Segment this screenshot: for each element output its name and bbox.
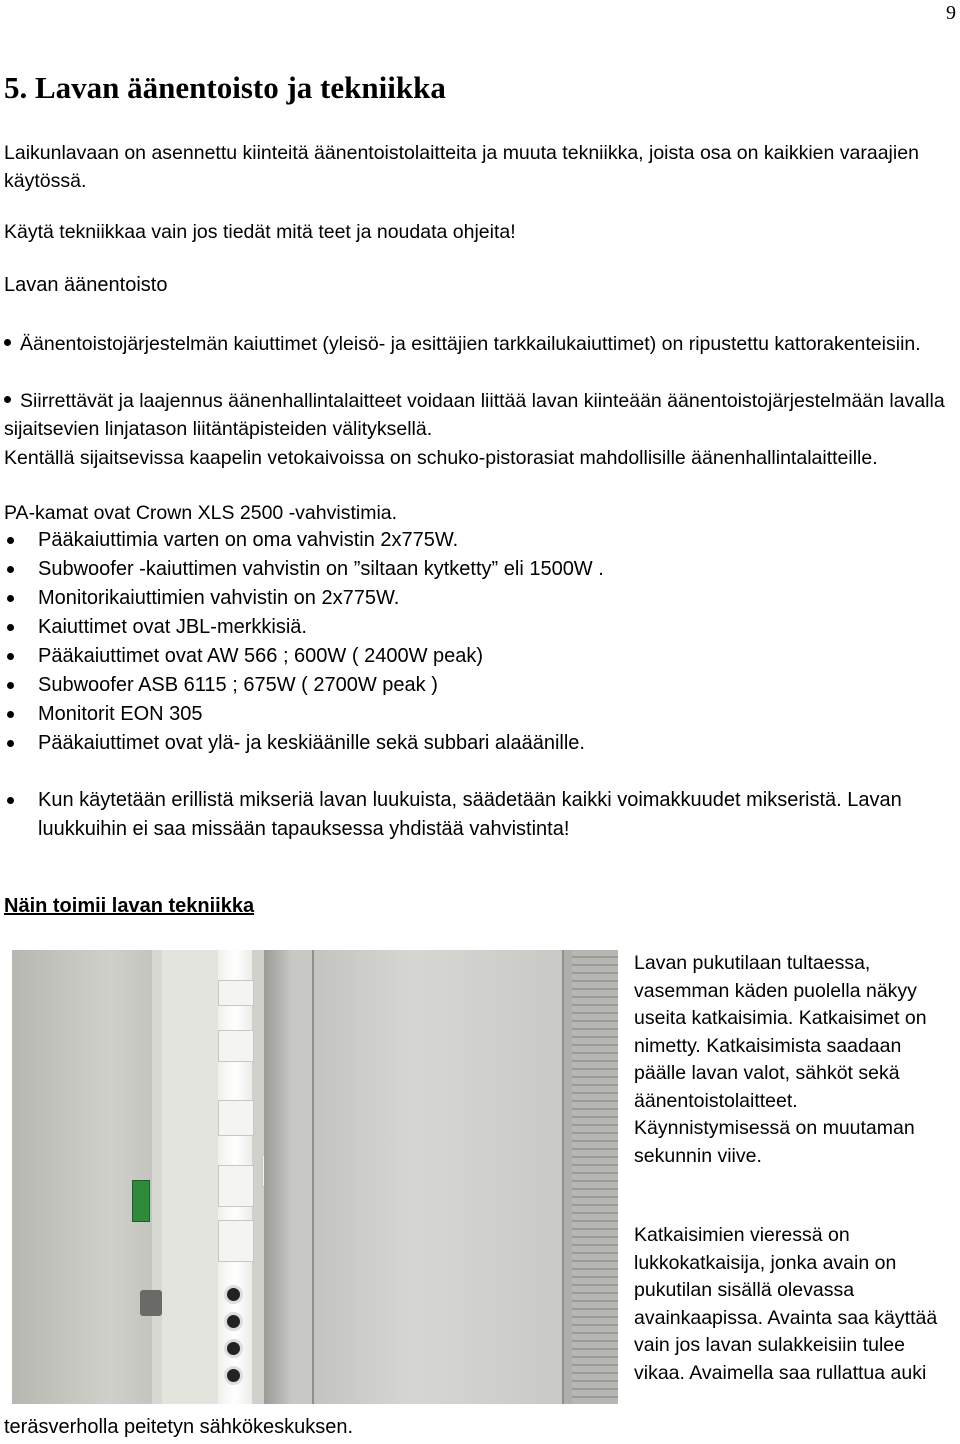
section-heading-technology: Näin toimii lavan tekniikka [4, 895, 255, 917]
list-item: Pääkaiuttimet ovat ylä- ja keskiäänille sekä subbari alaäänille. [0, 729, 948, 758]
list-item: Kaiuttimet ovat JBL-merkkisiä. [0, 613, 948, 642]
section-subheading: Lavan äänentoisto [4, 274, 168, 296]
steel-shutter [572, 950, 618, 1404]
page-number: 9 [946, 2, 956, 24]
exit-sign-icon [132, 1180, 150, 1222]
switch-panel-photo [12, 950, 618, 1404]
switch-box [218, 980, 254, 1006]
list-item: Pääkaiuttimet ovat AW 566 ; 600W ( 2400W peak) [0, 642, 948, 671]
photo-caption-switches: Lavan pukutilaan tultaessa, vasemman käden puolella näkyy useita katkaisimia. Katkaisimet on nimetty. Katkaisimista saadaan päälle lavan valot, sähköt sekä äänentoistolaitteet. Käynnistymisessä on muutaman sekunnin viive. [634, 952, 927, 1167]
switch-box [218, 1030, 254, 1062]
paragraph-schuko: Kentällä sijaitsevissa kaapelin vetokaivoissa on schuko-pistorasiat mahdollisille äänenhallintalaitteille. [4, 447, 878, 469]
rotary-switch-icon [224, 1366, 243, 1385]
paragraph-connections: Siirrettävät ja laajennus äänenhallintalaitteet voidaan liittää lavan kiinteään äänentoistojärjestelmään lavalla sijaitsevien linjatason liitäntäpisteiden välityksellä. [4, 390, 945, 440]
list-item: Monitorit EON 305 [0, 700, 948, 729]
paragraph-speakers: Äänentoistojärjestelmän kaiuttimet (yleisö- ja esittäjien tarkkailukaiuttimet) on ripustettu kattorakenteisiin. [4, 330, 954, 358]
bullet-icon [4, 339, 11, 346]
list-item: Subwoofer ASB 6115 ; 675W ( 2700W peak ) [0, 671, 948, 700]
list-item-mixer-note: Kun käytetään erillistä mikseriä lavan luukuista, säädetään kaikki voimakkuudet mikseristä. Lavan luukkuihin ei saa missään tapauksessa yhdistää vahvistinta! [0, 786, 948, 844]
page-heading: 5. Lavan äänentoisto ja tekniikka [4, 70, 446, 105]
caption-continuation: teräsverholla peitetyn sähkökeskuksen. [4, 1416, 354, 1438]
switch-box [218, 1220, 254, 1262]
door-handle-icon [140, 1290, 162, 1316]
warning-text: Käytä tekniikkaa vain jos tiedät mitä teet ja noudata ohjeita! [4, 221, 516, 243]
wall-shape [162, 950, 222, 1404]
cabinet-panel [312, 950, 564, 1404]
bullet-icon [4, 396, 11, 403]
paragraph-amplifiers: PA-kamat ovat Crown XLS 2500 -vahvistimia. [4, 502, 398, 524]
switch-box [218, 1100, 254, 1136]
list-item: Pääkaiuttimia varten on oma vahvistin 2x775W. [0, 526, 948, 555]
door-shape [12, 950, 152, 1404]
rotary-switch-icon [224, 1339, 243, 1358]
list-item: Subwoofer -kaiuttimen vahvistin on ”siltaan kytketty” eli 1500W . [0, 555, 948, 584]
intro-paragraph: Laikunlavaan on asennettu kiinteitä äänentoistolaitteita ja muuta tekniikka, joista osa on kaikkien varaajien käytössä. [4, 142, 919, 192]
photo-caption-lock: Katkaisimien vieressä on lukkokatkaisija, jonka avain on pukutilan sisällä olevassa avainkaapissa. Avainta saa käyttää vain jos lavan sulakkeisiin tulee vikaa. Avaimella saa rullattua auki [634, 1224, 938, 1384]
list-item: Monitorikaiuttimien vahvistin on 2x775W. [0, 584, 948, 613]
rotary-switch-icon [224, 1312, 243, 1331]
switch-box [218, 1165, 254, 1207]
rotary-switch-icon [224, 1285, 243, 1304]
